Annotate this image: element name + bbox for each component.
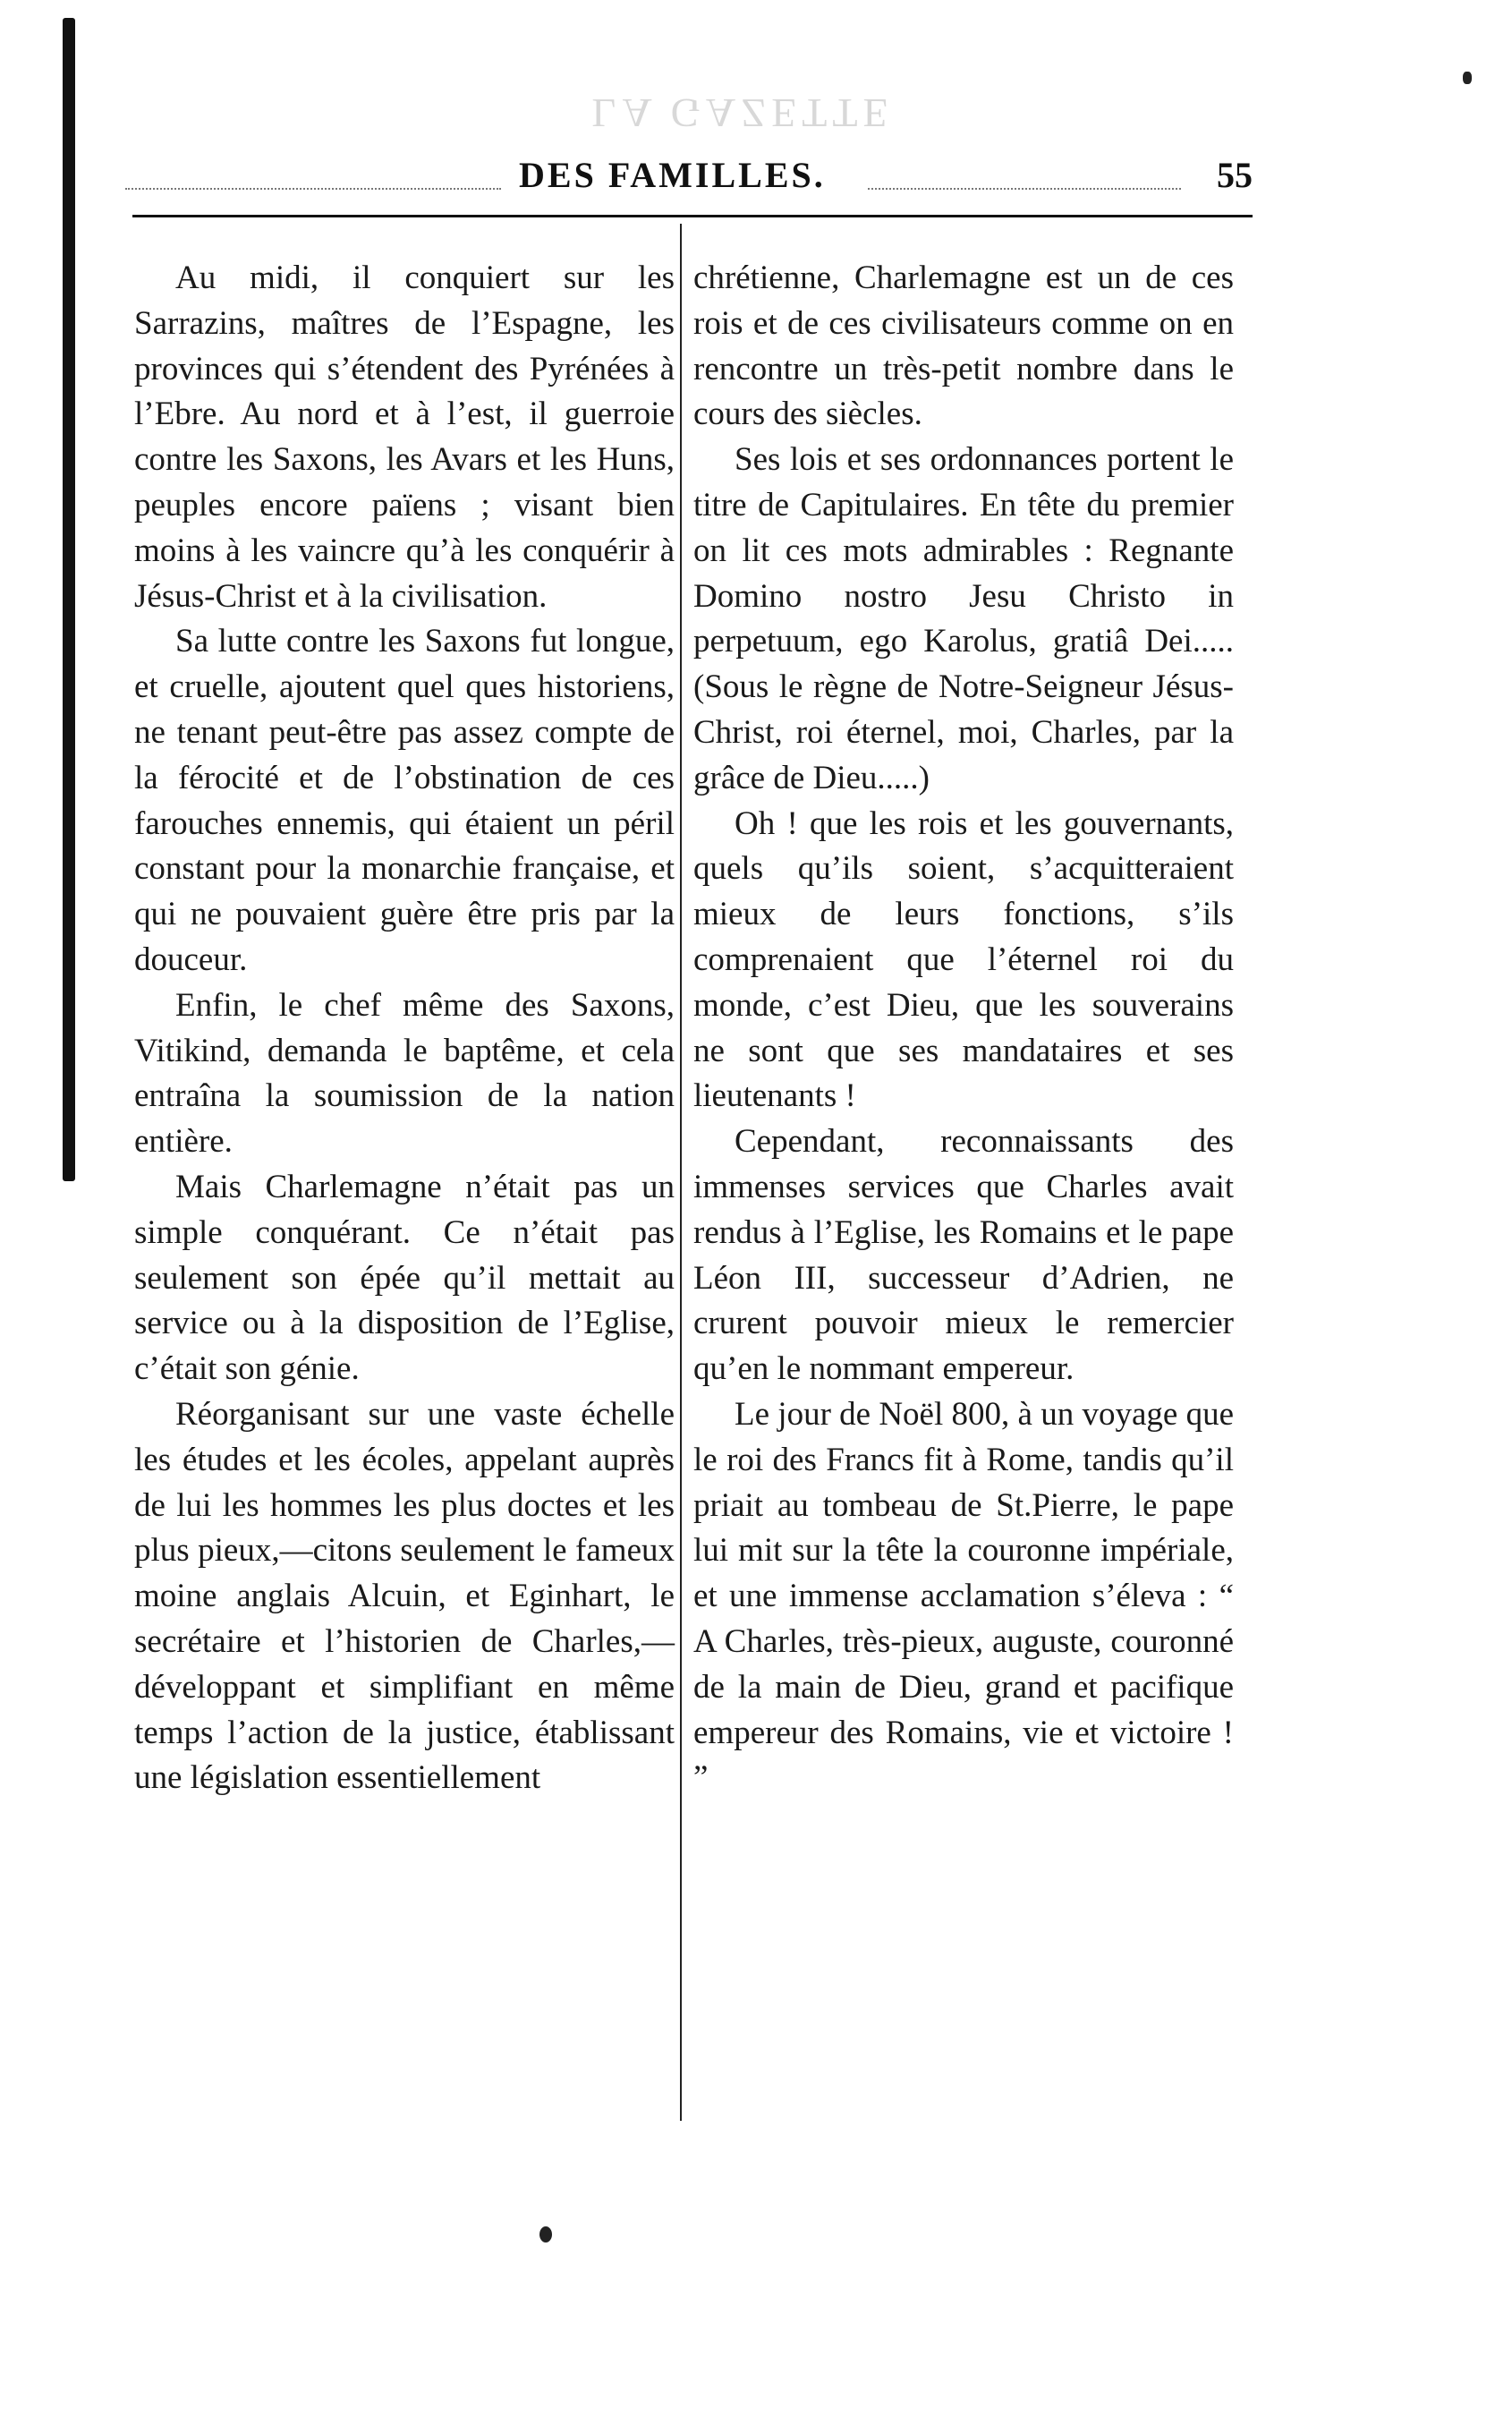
paragraph: Le jour de Noël 800, à un voyage que le roi des Francs fit à Rome, tandis qu’il priait au tombeau de St.Pierre, le pape lui mit sur la tête la couronne impériale, et une immense acclamation s’éleva : “ A Charles, très-pieux, auguste, couronné de la main de Dieu, grand et pacifique empereur des Romains, vie et victoire ! ”	[693, 1395, 1234, 1797]
paragraph: Oh ! que les rois et les gouvernants, quels qu’ils soient, s’acquitteraient mieux de leurs fonctions, s’ils comprenaient que l’éternel roi du monde, c’est Dieu, que les souverains ne sont que ses mandataires et ses lieutenants !	[693, 804, 1234, 1115]
paragraph: Ses lois et ses ordonnances portent le titre de Capitulaires. En tête du premier on lit ces mots admirables : Regnante Domino nostro Jesu Christo in perpetuum, ego Karolus, gratiâ Dei..... (Sous le règne de Notre-Seigneur Jésus-Christ, roi éternel, moi, Charles, par la grâce de Dieu.....)	[693, 441, 1234, 796]
ink-speck	[1463, 72, 1472, 84]
page-header	[125, 152, 1253, 206]
ink-dot	[539, 2226, 552, 2243]
page-number: 55	[1217, 155, 1253, 195]
right-column	[693, 256, 1234, 1801]
paragraph: Au midi, il conquiert sur les Sarrazins, maîtres de l’Espagne, les provinces qui s’étendent des Pyrénées à l’Ebre. Au nord et à l’est, il guerroie contre les Saxons, les Avars et les Huns, peuples encore païens ; visant bien moins à les vaincre qu’à les conquérir à Jésus-Christ et à la civilisation.	[134, 260, 675, 615]
paragraph: Sa lutte contre les Saxons fut longue, et cruelle, ajoutent quel ques historiens, ne tenant peut-être pas assez compte de la férocité et de l’obstination de ces farouches ennemis, qui étaient un péril constant pour la monarchie française, et qui ne pouvaient guère être pris par la douceur.	[134, 623, 675, 978]
header-rule	[132, 215, 1253, 217]
header-dotted-rule-left	[125, 188, 501, 190]
paragraph: Mais Charlemagne n’était pas un simple conquérant. Ce n’était pas seulement son épée qu’il mettait au service ou à la disposition de l’Eglise, c’était son génie.	[134, 1168, 675, 1388]
paragraph: Cependant, reconnaissants des immenses services que Charles avait rendus à l’Eglise, les Romains et le pape Léon III, successeur d’Adrien, ne crurent pouvoir mieux le remercier qu’en le nommant empereur.	[693, 1123, 1234, 1388]
paragraph: chrétienne, Charlemagne est un de ces rois et de ces civilisateurs comme on en rencontre un très-petit nombre dans le cours des siècles.	[693, 260, 1234, 433]
column-divider	[680, 224, 682, 2121]
running-title: DES FAMILLES.	[519, 155, 826, 195]
left-column	[134, 256, 675, 1801]
header-dotted-rule-right	[868, 188, 1181, 190]
show-through-running-head: LA GAZETTE	[591, 90, 894, 136]
binding-edge	[63, 18, 75, 1181]
paragraph: Enfin, le chef même des Saxons, Vitikind, demanda le baptême, et cela entraîna la soumission de la nation entière.	[134, 986, 675, 1161]
paragraph: Réorganisant sur une vaste échelle les études et les écoles, appelant auprès de lui les hommes les plus doctes et les plus pieux,—citons seulement le fameux moine anglais Alcuin, et Eginhart, le secrétaire et l’historien de Charles,—développant et simplifiant en même temps l’action de la justice, établissant une législation essentiellement	[134, 1395, 675, 1797]
